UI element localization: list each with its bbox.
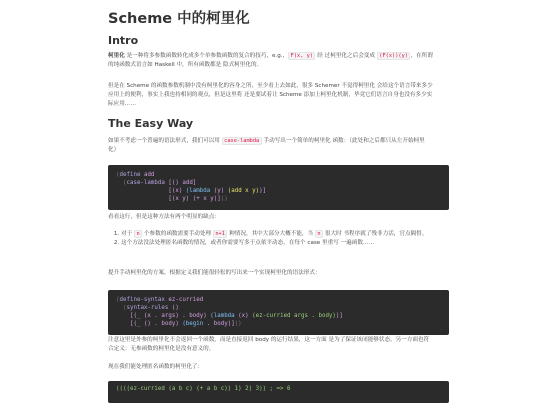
easy-way-paragraph-5: 现在我们能处理匿名函数的柯里化了： — [108, 364, 204, 370]
drawbacks-list — [108, 230, 446, 248]
section-heading-easy-way: The Easy Way — [108, 117, 194, 130]
intro-paragraph-2: 但是在 Scheme 的函数参数机制中没有柯里化的容身之所，至少看上去如此，很多 Schemer 不觉得柯里化 会给这个语言带来多少应用上的便利，事实上我也持相同的观点，但是这里将 还是要试着让 Scheme 添加上柯里化机制，毕竟它们语言自身也没有多少实际应用…… — [108, 83, 433, 107]
easy-way-paragraph-3: 提升手动柯里化的方案，根据定义我们能很轻松的写出来一个实现柯里化的语法形式： — [108, 270, 321, 276]
inline-code: (F(x))(y) — [377, 52, 411, 60]
easy-way-paragraph-1: 如果不考虑一个普遍的语法形式，我们可以用 case-lambda 手动写出一个简单的柯里化 函数：（此处和之后都只从左开始柯里化） — [108, 138, 425, 153]
section-heading-intro: Intro — [108, 34, 139, 47]
inline-code: F(x, y) — [288, 52, 315, 60]
page-title: Scheme 中的柯里化 — [108, 11, 250, 27]
code-block-add: (define add (case-lambda [() add] [(x) (lambda (y) (add x y))] [(x y) (+ x y)])) — [108, 165, 449, 210]
inline-code: case-lambda — [222, 137, 262, 145]
easy-way-paragraph-2: 看看这行，但是这种方法有两个明显的缺点： — [108, 214, 220, 220]
code-block-example: ((((ez-curried (a b c) (+ a b c)) 1) 2) 3)) ; => 6 — [108, 381, 449, 403]
list-item: 1. 对于 n 个参数的函数需要手动处理 n+1 种情况，其中大部分大概不能，当 n 很大时 书程序就了残非力活，官点隔督。 — [121, 230, 446, 239]
easy-way-paragraph-4: 注意这里是外参的柯里化不会返回一个函数，而是直接返回 body 的运行结果，这一方面 是为了保证该闭能够状态，另一方面也符合定义：无参函数的柯里化是没有意义的。 — [108, 337, 430, 352]
intro-paragraph-1: 柯里化 是一种将多参数函数转化成多个单参数函数的复合的技巧，e.g.， F(x, y) 经 过柯里化之后会变成 (F(x))(y) ，在所谓的纯函数式语言如 Haskell 中，所有函数都是 隐式柯里化的。 — [108, 53, 433, 68]
code-block-ez-curried: (define-syntax ez-curried (syntax-rules () [(_ (x . args) . body) (lambda (x) (ez-curried args . body))] [(_ () . body) (begin . body)])) — [108, 290, 449, 335]
list-item: 2. 这个方法没法处理匿名函数的情况，或者你需要写多于点依平动态，在每个 case 里重写 一遍函数…… — [121, 239, 446, 248]
term-currying: 柯里化 — [108, 53, 125, 59]
